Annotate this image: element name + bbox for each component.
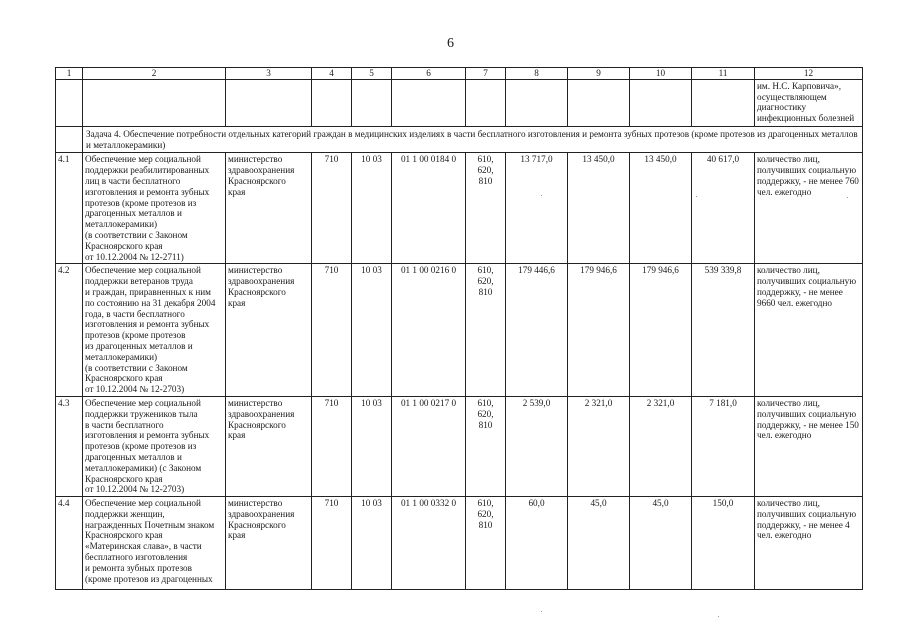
column-number: 9 [568, 68, 630, 80]
activity-name: Обеспечение мер социальной поддержки ветеранов труда и граждан, приравненных к ним по состоянию на 31 декабря 2004 года, в части бесплатного изготовления и ремонта зубных протезов (кроме протезов из драгоценных металлов и металлокерамики) (в соответствии с Законом Красноярского края от 10.12.2004 № 12-2703) [83, 264, 226, 397]
task-heading: Задача 4. Обеспечение потребности отдельных категорий граждан в медицинских изделиях в части бесплатного изготовления и ремонта зубных протезов (кроме протезов из драгоценных металлов и металлокерамики) [83, 126, 863, 153]
activity-name [83, 497, 226, 590]
csr-code: 01 1 00 0184 0 [392, 153, 466, 264]
program-activities-table [55, 67, 863, 590]
expected-result: количество лиц, получивших социальную поддержку, - не менее 4 чел. ежегодно [755, 497, 863, 590]
vr-code: 610, 620, 810 [466, 153, 506, 264]
amount-year-2: 13 450,0 [568, 153, 630, 264]
row-number: 4.2 [56, 264, 83, 397]
task-row [56, 126, 863, 153]
rzpr-code: 10 03 [352, 264, 392, 397]
amount-total: 150,0 [692, 497, 755, 590]
column-number: 10 [630, 68, 692, 80]
column-number: 2 [83, 68, 226, 80]
grbs-code: 710 [312, 396, 352, 496]
table-row [56, 396, 863, 496]
column-number: 12 [755, 68, 863, 80]
activity-name: Обеспечение мер социальной поддержки реабилитированных лиц в части бесплатного изготовления и ремонта зубных протезов (кроме протезов из драгоценных металлов и металлокерамики) (в соответствии с Законом Красноярского края от 10.12.2004 № 12-2711) [83, 153, 226, 264]
scan-speck [696, 196, 697, 197]
csr-code: 01 1 00 0332 0 [392, 497, 466, 590]
page-number: 6 [447, 36, 454, 51]
rzpr-code: 10 03 [352, 497, 392, 590]
amount-year-1: 2 539,0 [506, 396, 568, 496]
amount-year-3: 13 450,0 [630, 153, 692, 264]
csr-code: 01 1 00 0217 0 [392, 396, 466, 496]
vr-code: 610, 620, 810 [466, 396, 506, 496]
scan-speck [541, 195, 542, 196]
activity-name: Обеспечение мер социальной поддержки тружеников тыла в части бесплатного изготовления и ремонта зубных протезов (кроме протезов из драгоценных металлов и металлокерамики) (с Законом Красноярского края от 10.12.2004 № 12-2703) [83, 396, 226, 496]
table-row [56, 264, 863, 397]
column-number: 11 [692, 68, 755, 80]
column-number: 1 [56, 68, 83, 80]
responsible-org: министерство здравоохранения Красноярского края [226, 497, 312, 590]
expected-result: количество лиц, получивших социальную поддержку, - не менее 9660 чел. ежегодно [755, 264, 863, 397]
continuation-result: им. Н.С. Карповича», осуществляющем диагностику инфекционных болезней [755, 79, 863, 126]
continuation-row [56, 79, 863, 126]
scan-speck [718, 616, 719, 617]
vr-code: 610, 620, 810 [466, 497, 506, 590]
row-number: 4.1 [56, 153, 83, 264]
column-number: 5 [352, 68, 392, 80]
amount-year-1: 60,0 [506, 497, 568, 590]
expected-result: количество лиц, получивших социальную поддержку, - не менее 150 чел. ежегодно [755, 396, 863, 496]
rzpr-code: 10 03 [352, 153, 392, 264]
activity-name-text: Обеспечение мер социальной поддержки женщин, награжденных Почетным знаком Красноярского края «Материнская слава», в части бесплатного изготовления и ремонта зубных протезов (кроме протезов из драгоценных [85, 498, 215, 584]
row-number: 4.4 [56, 497, 83, 590]
amount-year-2: 179 946,6 [568, 264, 630, 397]
row-number: 4.3 [56, 396, 83, 496]
column-number: 6 [392, 68, 466, 80]
column-number: 4 [312, 68, 352, 80]
grbs-code: 710 [312, 264, 352, 397]
amount-year-3: 45,0 [630, 497, 692, 590]
amount-total: 539 339,8 [692, 264, 755, 397]
amount-year-1: 13 717,0 [506, 153, 568, 264]
amount-year-2: 2 321,0 [568, 396, 630, 496]
responsible-org: министерство здравоохранения Красноярского края [226, 153, 312, 264]
column-number-row [56, 68, 863, 80]
amount-year-2: 45,0 [568, 497, 630, 590]
column-number: 7 [466, 68, 506, 80]
grbs-code: 710 [312, 153, 352, 264]
column-number: 8 [506, 68, 568, 80]
csr-code: 01 1 00 0216 0 [392, 264, 466, 397]
expected-result: количество лиц, получивших социальную поддержку, - не менее 760 чел. ежегодно [755, 153, 863, 264]
amount-year-3: 179 946,6 [630, 264, 692, 397]
amount-year-1: 179 446,6 [506, 264, 568, 397]
responsible-org: министерство здравоохранения Красноярского края [226, 264, 312, 397]
responsible-org: министерство здравоохранения Красноярского края [226, 396, 312, 496]
rzpr-code: 10 03 [352, 396, 392, 496]
amount-total: 7 181,0 [692, 396, 755, 496]
table-row [56, 153, 863, 264]
amount-total: 40 617,0 [692, 153, 755, 264]
grbs-code: 710 [312, 497, 352, 590]
scan-speck [541, 611, 542, 612]
table-row [56, 497, 863, 590]
vr-code: 610, 620, 810 [466, 264, 506, 397]
amount-year-3: 2 321,0 [630, 396, 692, 496]
scan-speck [847, 197, 848, 198]
column-number: 3 [226, 68, 312, 80]
